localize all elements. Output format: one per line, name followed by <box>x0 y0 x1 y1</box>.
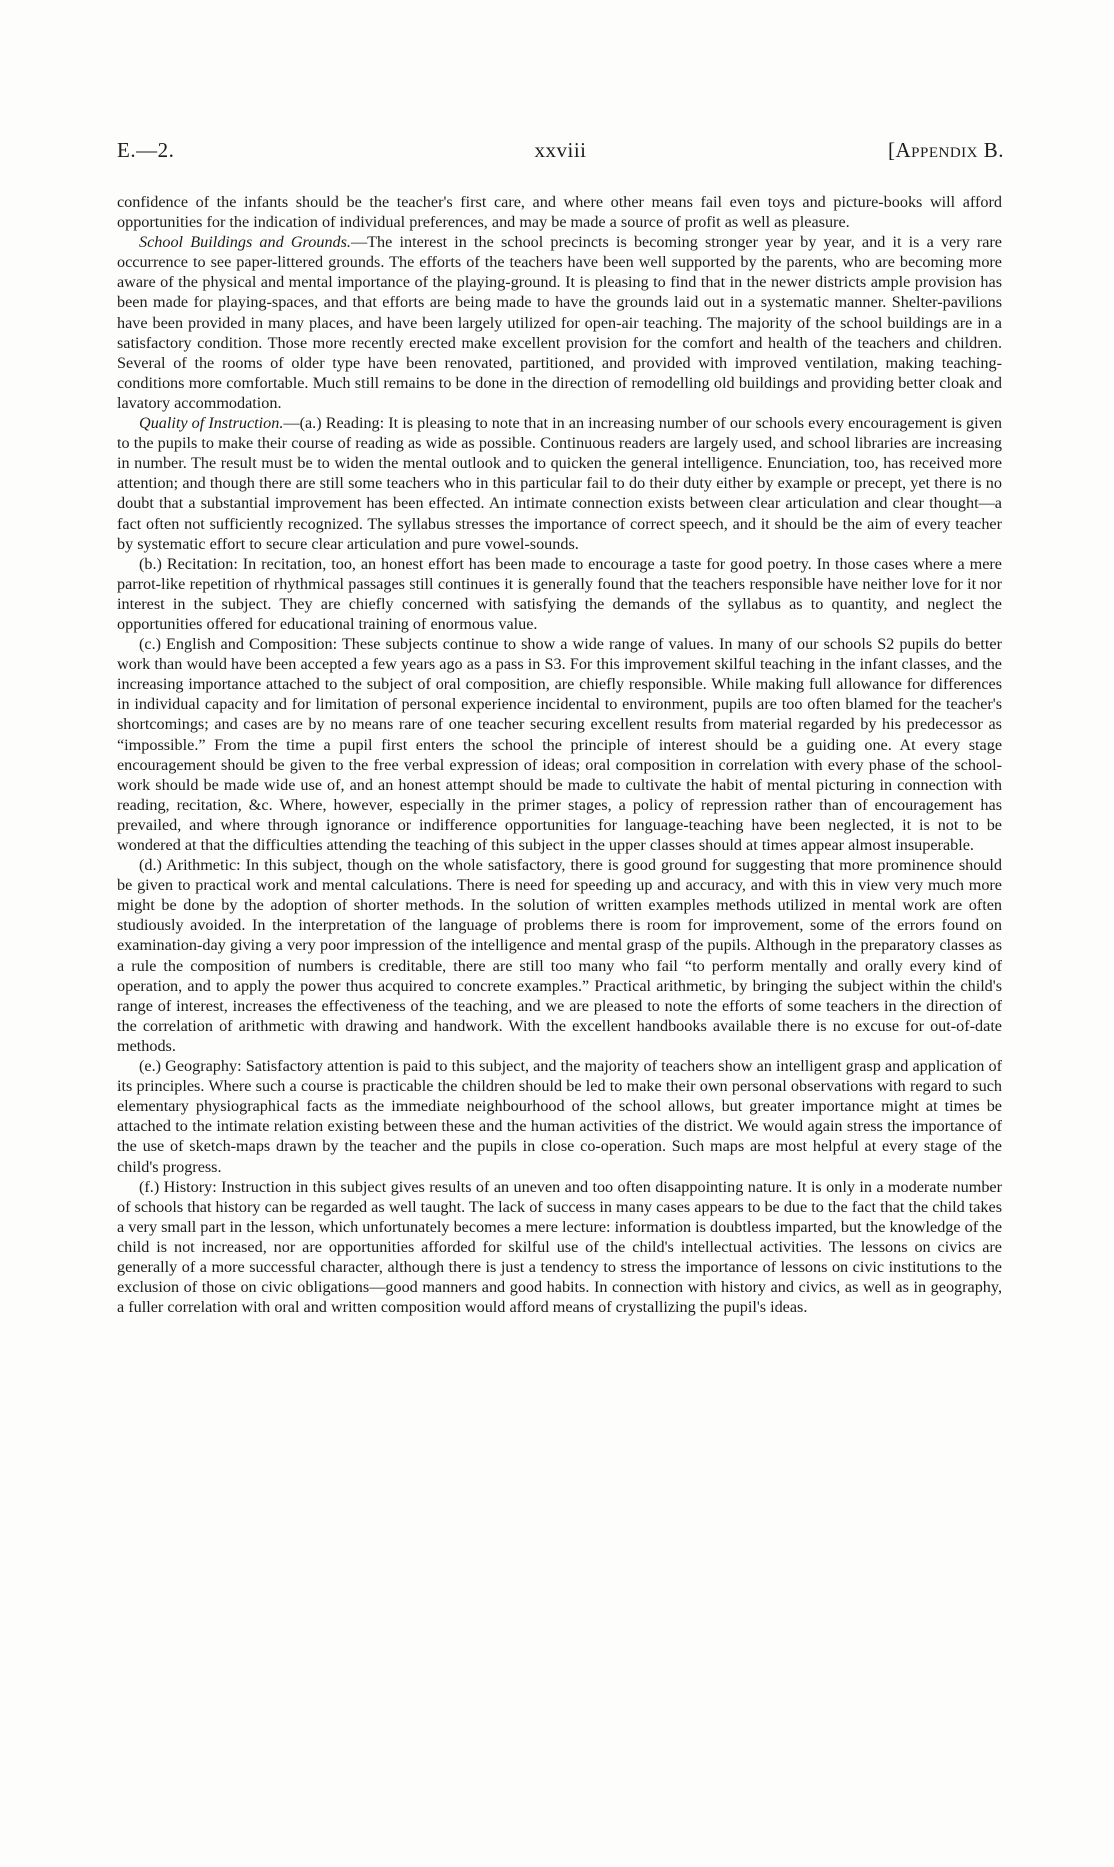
paragraph-arithmetic <box>117 855 1002 1056</box>
paragraph-quality-instruction <box>117 413 1002 554</box>
paragraph-text: (d.) Arithmetic: In this subject, though on the whole satisfactory, there is good ground for suggesting that more prominence should be given to practical work and mental calculations. There is need for speeding up and accuracy, and with this in view very much more might be done by the adoption of shorter methods. In the solution of written examples methods utilized in mental work are often studiously avoided. In the interpretation of the language of problems there is room for improvement, some of the errors found on examination-day giving a very poor impression of the intelligence and mental grasp of the pupils. Although in the preparatory classes as a rule the composition of numbers is creditable, there are still too many who fail “to perform mentally and orally every kind of operation, and to apply the power thus acquired to concrete examples.” Practical arithmetic, by bringing the subject within the child's range of interest, increases the effectiveness of the teaching, and we are pleased to note the efforts of some teachers in the direction of the correlation of arithmetic with drawing and handwork. With the excellent handbooks available there is no excuse for out-of-date methods. <box>117 856 1002 1055</box>
page-number: xxviii <box>534 138 587 162</box>
paragraph-text: (e.) Geography: Satisfactory attention is paid to this subject, and the majority of teachers show an intelligent grasp and application of its principles. Where such a course is practicable the children should be led to make their own personal observations with regard to such elementary physiographical facts as the immediate neighbourhood of the school allows, but greater importance might at times be attached to the intimate relation existing between these and the human activities of the district. We would again stress the importance of the use of sketch-maps drawn by the teacher and the pupils in close co-operation. Such maps are most helpful at every stage of the child's progress. <box>117 1057 1002 1176</box>
paragraph-text: (c.) English and Composition: These subjects continue to show a wide range of values. In many of our schools S2 pupils do better work than would have been accepted a few years ago as a pass in S3. For this improvement skilful teaching in the infant classes, and the increasing importance attached to the subject of oral composition, are chiefly responsible. While making full allowance for differences in individual capacity and for limitation of personal experience incidental to environment, pupils are too often blamed for the teacher's shortcomings; and cases are by no means rare of one teacher securing excellent results from material regarded by his predecessor as “impossible.” From the time a pupil first enters the school the principle of interest should be a guiding one. At every stage encouragement should be given to the free verbal expression of ideas; oral composition in correlation with every phase of the school-work should be made wide use of, and an honest attempt should be made to cultivate the habit of mental picturing in connection with reading, recitation, &c. Where, however, especially in the primer stages, a policy of repression rather than of encouragement has prevailed, and where through ignorance or indifference opportunities for language-teaching have been neglected, it is not to be wondered at that the difficulties attending the teaching of this subject in the upper classes should at times appear almost insuperable. <box>117 635 1002 854</box>
paragraph-infants-confidence <box>117 192 1002 232</box>
paragraph-history <box>117 1177 1002 1318</box>
header-section-code: E.—2. <box>117 138 175 162</box>
paragraph-text: (f.) History: Instruction in this subject gives results of an uneven and too often disappointing nature. It is only in a moderate number of schools that history can be regarded as well taught. The lack of success in many cases appears to be due to the fact that the child takes a very small part in the lesson, which unfortunately becomes a mere lecture: information is doubtless imparted, but the knowledge of the child is not increased, nor are opportunities afforded for skilful use of the child's intellectual activities. The lessons on civics are generally of a more successful character, although there is just a tendency to stress the importance of lessons on civic institutions to the exclusion of those on civic obligations—good manners and good habits. In connection with history and civics, as well as in geography, a fuller correlation with oral and written composition would afford means of crystallizing the pupil's ideas. <box>117 1177 1002 1317</box>
paragraph-text: (b.) Recitation: In recitation, too, an honest effort has been made to encourage a taste for good poetry. In those cases where a mere parrot-like repetition of rhythmical passages still continues it is generally found that the teachers responsible have neither love for it nor interest in the subject. They are chiefly concerned with satisfying the demands of the syllabus as to quantity, and neglect the opportunities offered for educational training of enormous value. <box>117 554 1002 633</box>
section-heading: Quality of Instruction. <box>139 414 284 433</box>
paragraph-text: —(a.) Reading: It is pleasing to note that in an increasing number of our schools every encouragement is given to the pupils to make their course of reading as wide as possible. Continuous readers are largely used, and school libraries are increasing in number. The result must be to widen the mental outlook and to quicken the general intelligence. Enunciation, too, has received more attention; and though there are still some teachers who in this particular fail to do their duty either by example or precept, yet there is no doubt that a substantial improvement has been effected. An intimate connection exists between clear articulation and clear thought—a fact often not sufficiently recognized. The syllabus stresses the importance of correct speech, and it should be the aim of every teacher by systematic effort to secure clear articulation and pure vowel-sounds. <box>117 414 1002 553</box>
page-header <box>117 138 1004 168</box>
page-body <box>117 192 1002 1317</box>
paragraph-text: —The interest in the school precincts is becoming stronger year by year, and it is a very rare occurrence to see paper-littered grounds. The efforts of the teachers have been well supported by the parents, who are becoming more aware of the physical and mental importance of the playing-ground. It is pleasing to find that in the newer districts ample provision has been made for playing-spaces, and that efforts are being made to have the grounds laid out in a systematic manner. Shelter-pavilions have been provided in many places, and have been largely utilized for open-air teaching. The majority of the school buildings are in a satisfactory condition. Those more recently erected make excellent provision for the comfort and health of the teachers and children. Several of the rooms of older type have been renovated, partitioned, and provided with improved ventilation, making teaching-conditions more comfortable. Much still remains to be done in the direction of remodelling old buildings and providing better cloak and lavatory accommodation. <box>117 233 1002 412</box>
paragraph-english-composition <box>117 634 1002 855</box>
paragraph-geography <box>117 1056 1002 1177</box>
paragraph-school-buildings <box>117 232 1002 413</box>
paragraph-recitation <box>117 554 1002 634</box>
paragraph-text: confidence of the infants should be the teacher's first care, and where other means fail even toys and picture-books will afford opportunities for the indication of individual preferences, and may be made a source of profit as well as pleasure. <box>117 193 1002 232</box>
header-appendix: [Appendix B. <box>887 138 1004 162</box>
section-heading: School Buildings and Grounds. <box>139 233 351 252</box>
